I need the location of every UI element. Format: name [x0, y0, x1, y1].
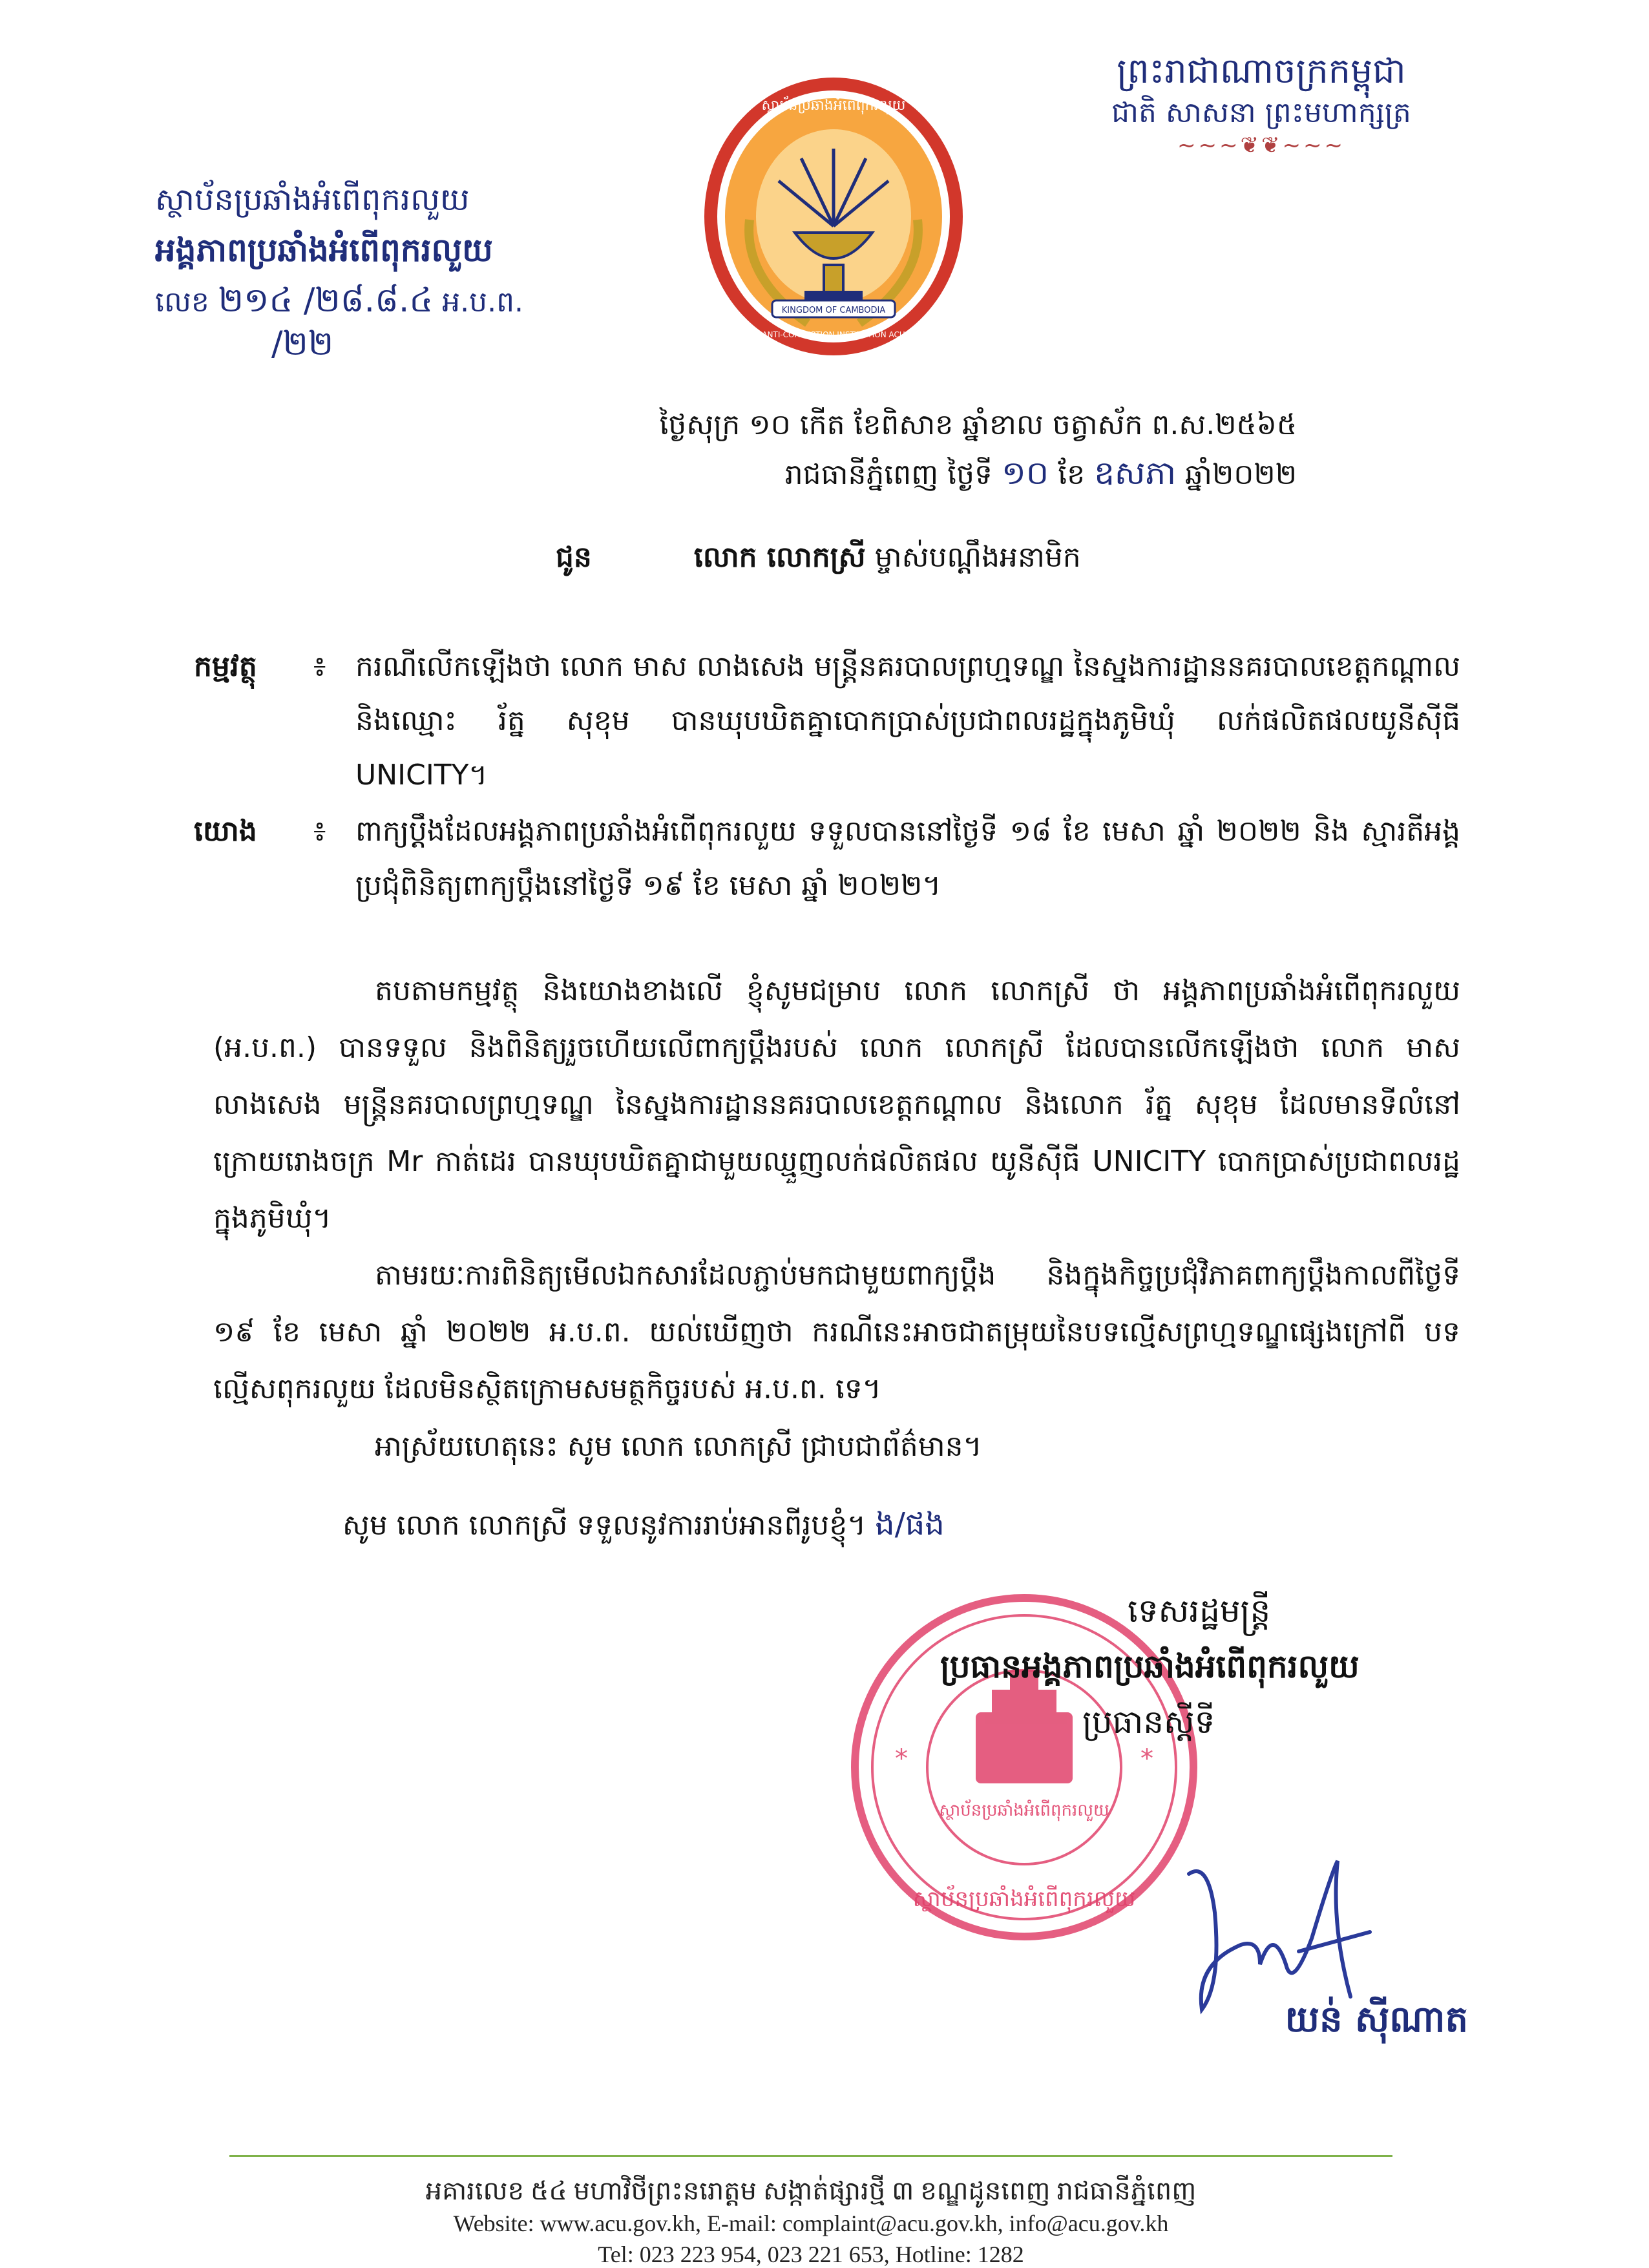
solar-year: ឆ្នាំ២០២២ — [1185, 458, 1297, 491]
date-block — [659, 401, 1297, 499]
logo-ribbon-text: KINGDOM OF CAMBODIA — [781, 306, 886, 315]
seal-inner-text: ស្ថាប័នប្រឆាំងអំពើពុករលួយ — [939, 1801, 1109, 1820]
body-paragraph-3-text: អាស្រ័យហេតុនេះ សូម លោក លោកស្រី ជ្រាបជាព័ត៌មាន។ — [375, 1430, 982, 1463]
ref-handwritten-2: /២២ — [271, 324, 334, 363]
body-paragraph-1 — [213, 963, 1460, 1247]
footer-divider — [229, 2155, 1392, 2157]
lunar-date: ថ្ងៃសុក្រ ១០ កើត ខែពិសាខ ឆ្នាំខាល ចត្វាស័ក ព.ស.២៥៦៥ — [659, 408, 1297, 441]
footer-tel: Tel: 023 223 954, 023 221 653, Hotline: 1282 — [598, 2242, 1024, 2267]
solar-date — [659, 449, 1297, 499]
body-paragraph-1-text: តបតាមកម្មវត្ថុ និងយោងខាងលើ ខ្ញុំសូមជម្រាប លោក លោកស្រី ថា អង្គភាពប្រឆាំងអំពើពុករលួយ (អ.ប.ព.) បានទទួល និងពិនិត្យរួចហើយលើពាក្យប្តឹងរបស់ លោក លោកស្រី ដែលបានលើកឡើងថា លោក មាស លាងសេង មន្ត្រីនគរបាលព្រហ្មទណ្ឌ នៃស្នងការដ្ឋាននគរបាលខេត្តកណ្តាល និងលោក រ័ត្ន សុខុម ដែលមានទីលំនៅ ក្រោយរោងចក្រ Mr កាត់ដេរ បានឃុបឃិតគ្នាជាមួយឈ្មួញលក់ផលិតផល យូនីស៊ីធី UNICITY បោកប្រាស់ប្រជាពលរដ្ឋក្នុងភូមិឃុំ។ — [213, 974, 1460, 1235]
body-paragraph-2 — [213, 1247, 1460, 1418]
footer-web: Website: www.acu.gov.kh, E-mail: complaint@acu.gov.kh, info@acu.gov.kh — [453, 2210, 1169, 2236]
signature-title-block — [940, 1583, 1360, 1750]
subject-colon: ៖ — [313, 650, 326, 683]
solar-month: ឧសភា — [1094, 454, 1177, 492]
recipient-name: ម្ចាស់បណ្តឹងអនាមិក — [874, 541, 1081, 574]
svg-text:*: * — [1140, 1744, 1153, 1774]
signature-line-3: ប្រធានស្តីទី — [1082, 1703, 1215, 1741]
seal-bottom-text: ស្ថាប័នប្រឆាំងអំពើពុករលួយ — [912, 1886, 1136, 1912]
reference-label: យោង — [194, 815, 257, 848]
institution-name: ស្ថាប័នប្រឆាំងអំពើពុករលួយ — [155, 182, 470, 218]
unit-name: អង្គភាពប្រឆាំងអំពើពុករលួយ — [155, 231, 493, 269]
body-paragraph-3 — [213, 1418, 1460, 1475]
reference-number — [155, 275, 523, 328]
recipient-title: លោក លោកស្រី — [693, 541, 866, 574]
signature-line-2: ប្រធានអង្គភាពប្រឆាំងអំពើពុករលួយ — [940, 1648, 1360, 1685]
recipient-line — [556, 540, 1081, 581]
solar-day: ១០ — [1001, 454, 1049, 492]
signatory-name: យន់ ស៊ីណាត — [1285, 1999, 1468, 2041]
ref-handwritten: ២១៤ /២៨.៨.៤ — [218, 281, 434, 320]
ref-prefix: លេខ — [155, 286, 209, 319]
kingdom-title: ព្រះរាជាណាចក្រកម្ពុជា — [1117, 50, 1406, 91]
ref-suffix: អ.ប.ព. — [442, 286, 523, 319]
footer-address: អគារលេខ ៥៤ មហាវិថីព្រះនរោត្តម សង្កាត់ផ្សារថ្មី ៣ ខណ្ឌដូនពេញ រាជធានីភ្នំពេញ — [425, 2176, 1197, 2205]
solar-date-prefix: រាជធានីភ្នំពេញ ថ្ងៃទី — [784, 458, 993, 491]
subject-row — [194, 640, 1460, 803]
subject-text: ករណីលើកឡើងថា លោក មាស លាងសេង មន្ត្រីនគរបាលព្រហ្មទណ្ឌ នៃស្នងការដ្ឋាននគរបាលខេត្តកណ្តាល និងឈ្មោះ រ័ត្ន សុខុម បានឃុបឃិតគ្នាបោកប្រាស់ប្រជាពលរដ្ឋក្នុងភូមិឃុំ លក់ផលិតផលយូនីស៊ីធី UNICITY។ — [355, 650, 1460, 792]
solar-mid: ខែ — [1058, 458, 1086, 491]
logo-bottom-text: ANTI-CORRUPTION INSTITUTION ACU — [762, 330, 905, 339]
institution-block — [155, 174, 523, 363]
closing-line — [213, 1496, 1460, 1554]
subject-label: កម្មវត្ថុ — [194, 650, 257, 683]
initials-handwritten: ង/ផង — [875, 1506, 945, 1542]
acu-emblem-icon — [698, 71, 969, 362]
ornament-divider-icon: ~~~❦❦~~~ — [1177, 132, 1345, 158]
kingdom-motto: ជាតិ សាសនា ព្រះមហាក្សត្រ — [1111, 96, 1411, 129]
acu-logo — [698, 71, 969, 362]
reference-text: ពាក្យប្តឹងដែលអង្គភាពប្រឆាំងអំពើពុករលួយ ទទួលបាននៅថ្ងៃទី ១៨ ខែ មេសា ឆ្នាំ ២០២២ និង ស្មារតីអង្គប្រជុំពិនិត្យពាក្យប្តឹងនៅថ្ងៃទី ១៩ ខែ មេសា ឆ្នាំ ២០២២។ — [355, 815, 1460, 902]
logo-top-text: ស្ថាប័នប្រឆាំងអំពើពុករលួយ — [761, 98, 906, 114]
reference-colon: ៖ — [313, 815, 326, 848]
closing-text: សូម លោក លោកស្រី ទទួលនូវការរាប់អានពីរូបខ្ញុំ។ — [342, 1509, 867, 1542]
svg-text:*: * — [895, 1744, 908, 1774]
recipient-label: ជូន — [556, 541, 592, 574]
kingdom-header — [1067, 48, 1455, 158]
reference-row — [194, 804, 1460, 913]
signature-line-1: ទេសរដ្ឋមន្ត្រី — [1128, 1592, 1271, 1630]
body-paragraph-2-text: តាមរយៈការពិនិត្យមើលឯកសារដែលភ្ជាប់មកជាមួយពាក្យប្តឹង និងក្នុងកិច្ចប្រជុំវិភាគពាក្យប្តឹងកាលពីថ្ងៃទី ១៩ ខែ មេសា ឆ្នាំ ២០២២ អ.ប.ព. យល់ឃើញថា ករណីនេះអាចជាតម្រុយនៃបទល្មើសព្រហ្មទណ្ឌផ្សេងក្រៅពី បទល្មើសពុករលួយ ដែលមិនស្ថិតក្រោមសមត្ថកិច្ចរបស់ អ.ប.ព. ទេ។ — [213, 1259, 1460, 1405]
